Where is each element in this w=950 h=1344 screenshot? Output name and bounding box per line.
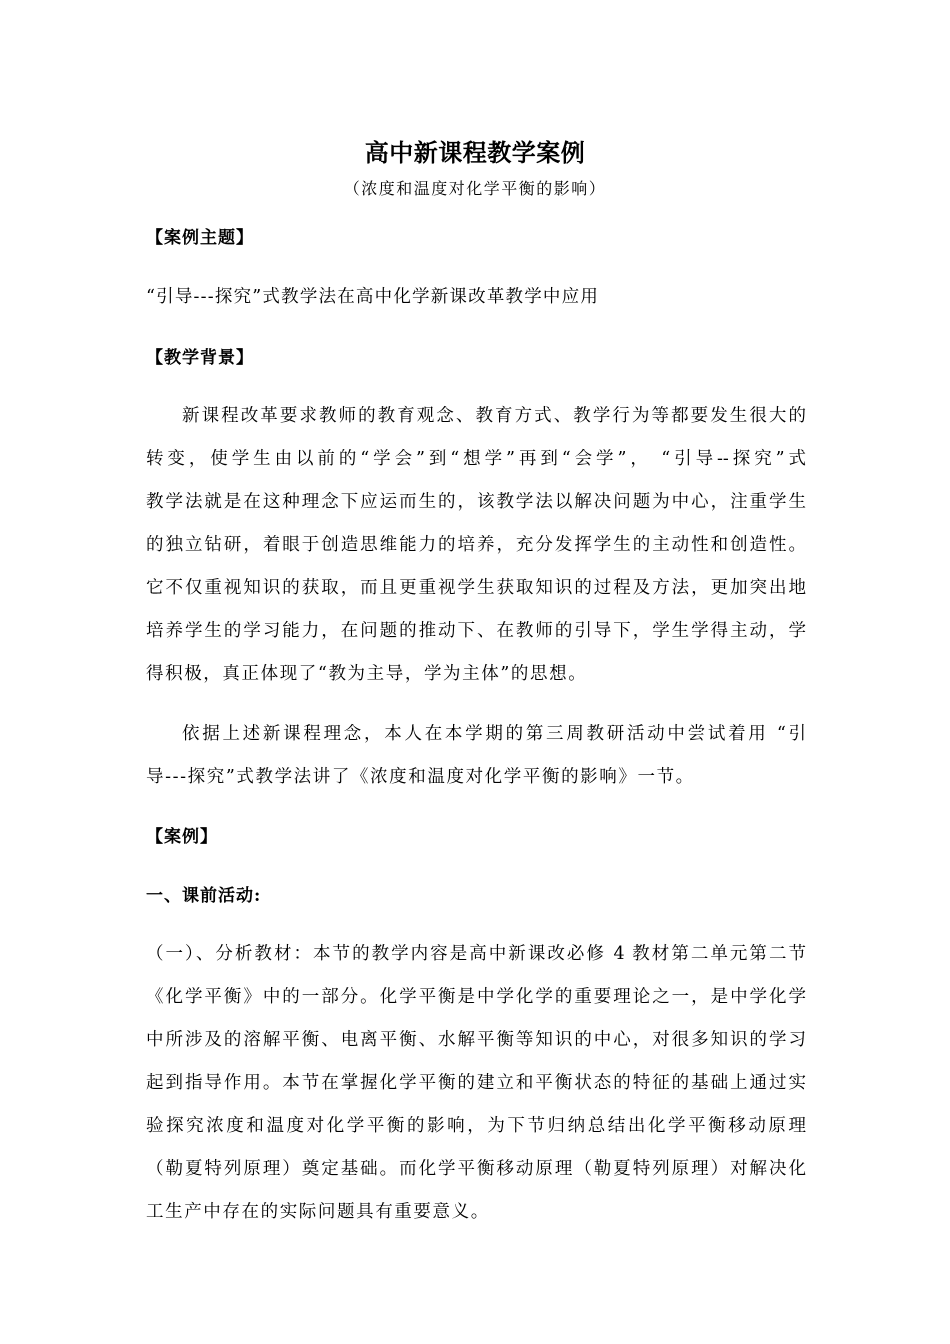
analysis-line: 《化学平衡》中的一部分。化学平衡是中学化学的重要理论之一，是中学化学 — [146, 987, 806, 1007]
analysis-line: 工生产中存在的实际问题具有重要意义。 — [146, 1202, 490, 1222]
background-p1-line: 转变，使学生由以前的“学会”到“想学”再到“会学”， “引导--探究”式 — [146, 449, 806, 469]
background-p1-line: 它不仅重视知识的获取，而且更重视学生获取知识的过程及方法，更加突出地 — [146, 578, 806, 598]
analysis-line: 中所涉及的溶解平衡、电离平衡、水解平衡等知识的中心，对很多知识的学习 — [146, 1030, 806, 1050]
analysis-line: 起到指导作用。本节在掌握化学平衡的建立和平衡状态的特征的基础上通过实 — [146, 1073, 806, 1093]
document-subtitle: （浓度和温度对化学平衡的影响） — [343, 179, 607, 198]
background-p1-line: 得积极，真正体现了“教为主导，学为主体”的思想。 — [146, 664, 588, 684]
document-title: 高中新课程教学案例 — [364, 139, 586, 167]
background-heading: 【教学背景】 — [146, 348, 254, 368]
analysis-line: （勒夏特列原理）奠定基础。而化学平衡移动原理（勒夏特列原理）对解决化 — [146, 1159, 806, 1179]
case-heading: 【案例】 — [146, 827, 218, 847]
theme-text: “引导---探究”式教学法在高中化学新课改革教学中应用 — [146, 287, 600, 307]
background-p1-line: 新课程改革要求教师的教育观念、教育方式、教学行为等都要发生很大的 — [182, 406, 806, 426]
background-p1-line: 培养学生的学习能力，在问题的推动下、在教师的引导下，学生学得主动，学 — [146, 621, 806, 641]
analysis-line: （一）、分析教材：本节的教学内容是高中新课改必修 4 教材第二单元第二节 — [146, 944, 806, 964]
analysis-line: 验探究浓度和温度对化学平衡的影响，为下节归纳总结出化学平衡移动原理 — [146, 1116, 806, 1136]
pre-class-heading: 一、课前活动: — [146, 886, 262, 906]
background-p2-line: 依据上述新课程理念，本人在本学期的第三周教研活动中尝试着用 “引 — [182, 724, 806, 744]
background-p2-line: 导---探究”式教学法讲了《浓度和温度对化学平衡的影响》一节。 — [146, 767, 695, 787]
background-p1-line: 的独立钻研，着眼于创造思维能力的培养，充分发挥学生的主动性和创造性。 — [146, 535, 806, 555]
theme-heading: 【案例主题】 — [146, 228, 254, 248]
background-p1-line: 教学法就是在这种理念下应运而生的，该教学法以解决问题为中心，注重学生 — [146, 492, 806, 512]
